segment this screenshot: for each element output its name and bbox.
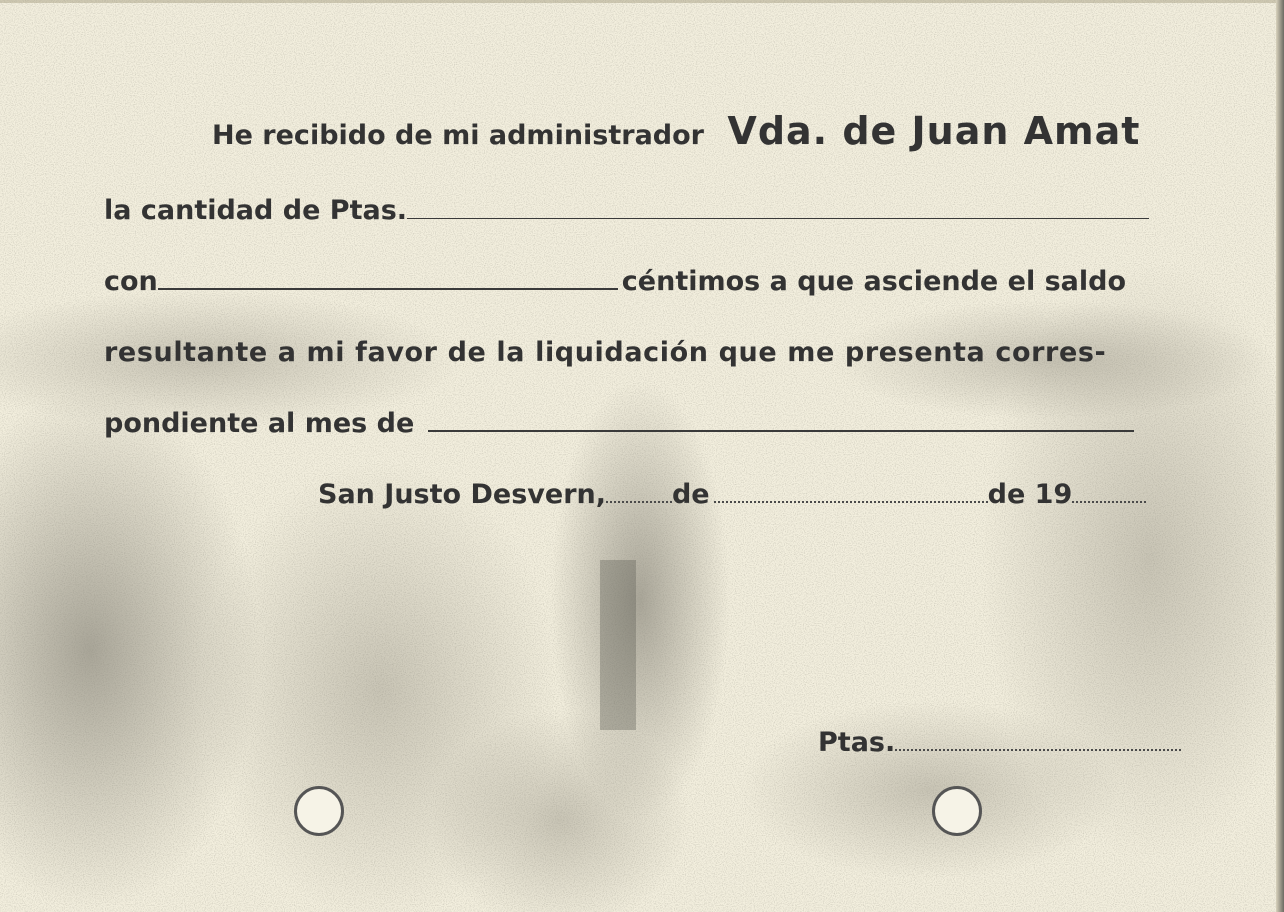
line-date (318, 478, 1146, 512)
line-bottom-amount (818, 726, 1181, 760)
bottom-amount-field[interactable] (895, 727, 1181, 751)
line-month (104, 407, 1134, 441)
line-administrator (212, 109, 1141, 153)
line-cents (104, 265, 1126, 299)
punch-hole-right (932, 786, 982, 836)
day-field[interactable] (606, 479, 672, 503)
date-de-1: de (671, 479, 710, 510)
amount-label: la cantidad de Ptas. (104, 195, 408, 226)
line-result (104, 336, 1106, 370)
cents-suffix: céntimos a que asciende el saldo (621, 266, 1127, 297)
administrator-name: Vda. de Juan Amat (727, 109, 1141, 153)
paper-right-edge (1276, 0, 1284, 912)
line-amount (104, 194, 1149, 228)
result-text: resultante a mi favor de la liquidación que me presenta corres- (104, 337, 1107, 368)
administrator-prefix: He recibido de mi administrador (212, 120, 704, 151)
cents-field[interactable] (158, 266, 618, 290)
amount-field[interactable] (407, 196, 1149, 219)
month-field[interactable] (428, 408, 1134, 432)
date-place: San Justo Desvern, (318, 479, 606, 510)
bottom-ptas-label: Ptas. (818, 727, 896, 758)
cents-prefix: con (104, 266, 158, 297)
month-name-field[interactable] (714, 479, 988, 503)
date-de-2: de 19 (987, 479, 1073, 510)
year-field[interactable] (1072, 479, 1146, 503)
month-label: pondiente al mes de (104, 408, 415, 439)
punch-hole-left (294, 786, 344, 836)
